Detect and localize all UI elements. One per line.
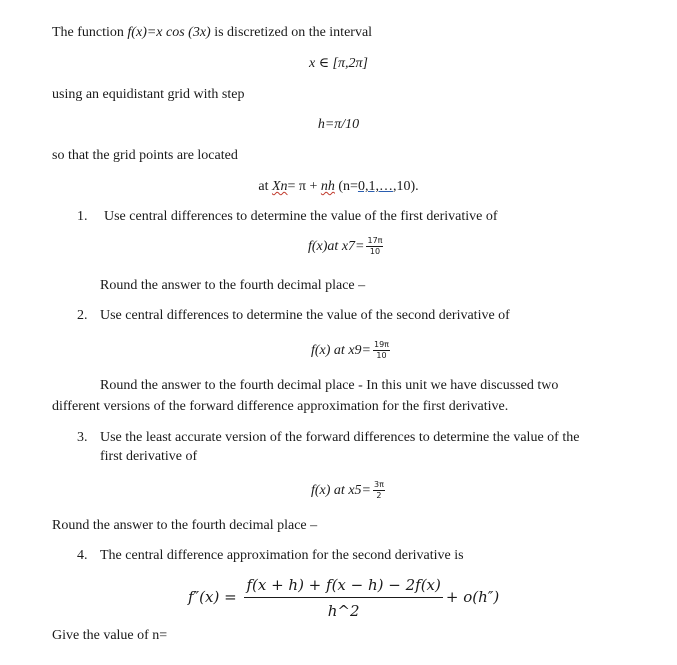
q3-text-line1: Use the least accurate version of the forward differences to determine the value of the — [100, 430, 580, 445]
q2-expression — [311, 340, 390, 362]
q4-number: 4. — [77, 548, 88, 563]
q3-round: Round the answer to the fourth decimal place – — [52, 518, 318, 533]
q2-expr: f(x) at x9= — [311, 343, 371, 358]
grid-xn: Xn — [271, 179, 288, 194]
q3-text-line2: first derivative of — [100, 449, 198, 464]
q4-lhs: f″(x) = — [188, 588, 242, 606]
q4-frac-num: f(x + h) + f(x − h) − 2f(x) — [244, 575, 442, 598]
intro-prefix: The function — [52, 25, 128, 40]
interval-equation — [0, 55, 677, 73]
q2-round-line1: Round the answer to the fourth decimal place - In this unit we have discussed two — [100, 378, 559, 393]
q3-frac-den: 2 — [376, 491, 382, 501]
q4-text: The central difference approximation for the second derivative is — [100, 548, 464, 563]
step-text: h=π/10 — [317, 117, 360, 132]
grid-eq: = π + — [287, 179, 321, 194]
q4-rhs: + o(h″) — [445, 588, 500, 606]
q2-text: Use central differences to determine the value of the second derivative of — [100, 308, 510, 323]
q1-text: Use central differences to determine the value of the first derivative of — [104, 209, 498, 224]
interval-text: x ∈ [π,2π] — [308, 56, 368, 71]
intro-suffix: is discretized on the interval — [210, 25, 373, 40]
grid-intro: so that the grid points are located — [52, 148, 238, 163]
q2-frac-num: 19π — [373, 340, 389, 350]
q2-fraction — [373, 340, 390, 361]
grid-paren: (n= — [334, 179, 358, 194]
grid-close: ,10). — [392, 179, 419, 194]
q4-formula — [188, 575, 499, 621]
q3-expression — [311, 480, 385, 502]
q2-round-line2: different versions of the forward difference approximation for the first derivative. — [52, 399, 509, 414]
step-equation — [0, 116, 677, 134]
q1-frac-num: 17π — [367, 236, 383, 246]
q1-fraction — [366, 236, 383, 257]
q3-frac-num: 3π — [373, 480, 384, 490]
q1-expr: f(x)at x7= — [308, 239, 365, 254]
q2-number: 2. — [77, 308, 88, 323]
q3-expr: f(x) at x5= — [311, 483, 371, 498]
q1-round: Round the answer to the fourth decimal place – — [100, 278, 366, 293]
q4-fraction — [244, 575, 442, 621]
step-intro: using an equidistant grid with step — [52, 87, 245, 102]
final-question: Give the value of n= — [52, 628, 168, 643]
q2-frac-den: 10 — [376, 351, 387, 361]
grid-at: at — [258, 179, 272, 194]
q1-frac-den: 10 — [369, 247, 381, 257]
function-expression: f(x)=x cos (3x) — [127, 25, 211, 40]
grid-values: 0,1, — [357, 179, 379, 194]
intro-line — [52, 24, 372, 42]
q4-frac-den: h^2 — [327, 602, 360, 620]
q1-number: 1. — [77, 209, 88, 224]
grid-nh: nh — [320, 179, 335, 194]
grid-equation — [0, 178, 677, 196]
grid-ellipsis: … — [378, 179, 393, 194]
q1-expression — [308, 236, 383, 258]
q3-number: 3. — [77, 430, 88, 445]
q3-fraction — [373, 480, 385, 501]
